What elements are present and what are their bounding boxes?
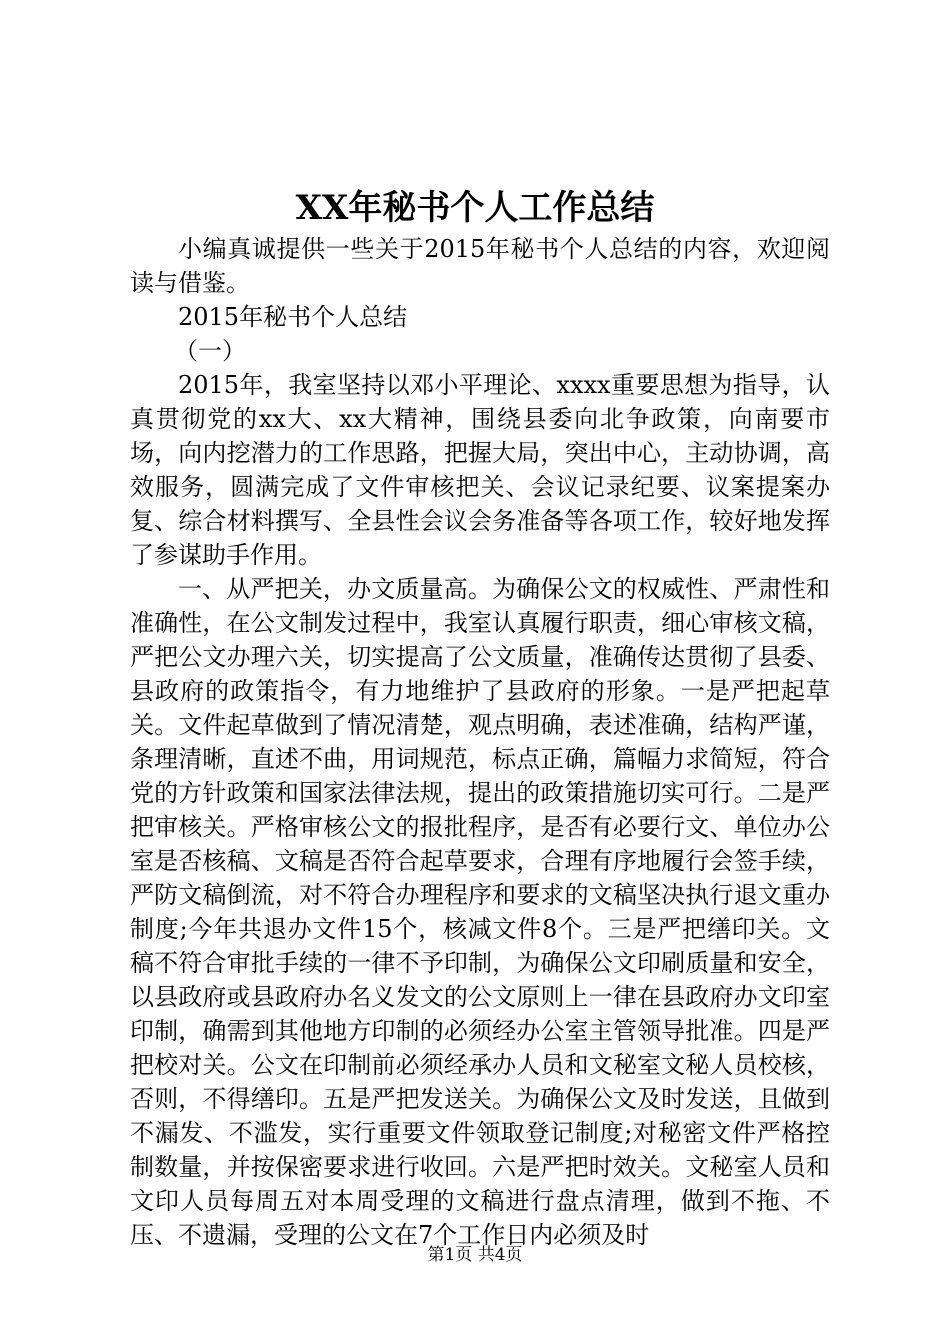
subsection-marker: （一） xyxy=(174,337,246,365)
page-number-footer: 第1页 共4页 xyxy=(427,1245,523,1265)
section-heading: 2015年秘书个人总结 xyxy=(178,303,408,331)
intro-paragraph: 小编真诚提供一些关于2015年秘书个人总结的内容，欢迎阅读与借鉴。 xyxy=(130,235,830,297)
document-title: XX年秘书个人工作总结 xyxy=(295,188,655,228)
body-paragraph: 一、从严把关，办文质量高。为确保公文的权威性、严肃性和准确性，在公文制发过程中，我室认真履行职责，细心审核文稿，严把公文办理六关，切实提高了公文质量，准确传达贯彻了县委、县政府的政策指令，有力地维护了县政府的形象。一是严把起草关。文件起草做到了情况清楚，观点明确，表述准确，结构严谨，条理清晰，直述不曲，用词规范，标点正确，篇幅力求简短，符合党的方针政策和国家法律法规，提出的政策措施切实可行。二是严把审核关。严格审核公文的报批程序，是否有必要行文、单位办公室是否核稿、文稿是否符合起草要求，合理有序地履行会签手续，严防文稿倒流，对不符合办理程序和要求的文稿坚决执行退文重办制度;今年共退办文件15个，核减文件8个。三是严把缮印关。文稿不符合审批手续的一律不予印制，为确保公文印刷质量和安全，以县政府或县政府办名义发文的公文原则上一律在县政府办文印室印制，确需到其他地方印制的必须经办公室主管领导批准。四是严把校对关。公文在印制前必须经承办人员和文秘室文秘人员校核，否则，不得缮印。五是严把发送关。为确保公文及时发送，且做到不漏发、不滥发，实行重要文件领取登记制度;对秘密文件严格控制数量，并按保密要求进行收回。六是严把时效关。文秘室人员和文印人员每周五对本周受理的文稿进行盘点清理，做到不拖、不压、不遗漏，受理的公文在7个工作日内必须及时 xyxy=(130,575,830,1249)
document-body xyxy=(130,232,830,1252)
body-paragraph: 2015年，我室坚持以邓小平理论、xxxx重要思想为指导，认真贯彻党的xx大、xx大精神，围绕县委向北争政策，向南要市场，向内挖潜力的工作思路，把握大局，突出中心，主动协调，高效服务，圆满完成了文件审核把关、会议记录纪要、议案提案办复、综合材料撰写、全县性会议会务准备等各项工作，较好地发挥了参谋助手作用。 xyxy=(130,371,830,569)
